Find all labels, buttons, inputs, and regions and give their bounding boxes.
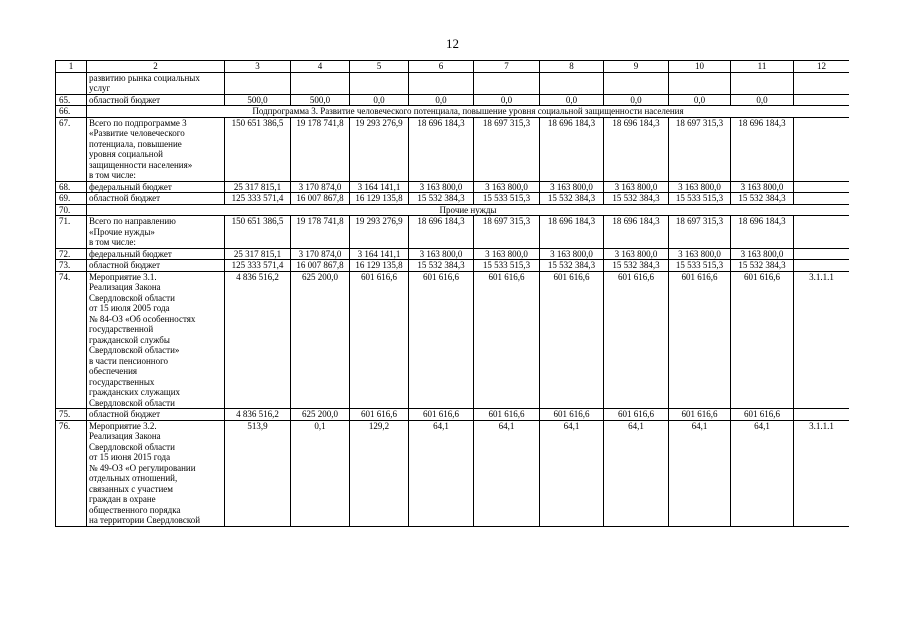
amount-cell: 601 616,6	[604, 271, 669, 409]
amount-cell: 18 696 184,3	[409, 117, 474, 181]
row-number: 71.	[56, 216, 87, 249]
amount-cell: 601 616,6	[604, 409, 669, 421]
row-description: областной бюджет	[87, 94, 225, 106]
amount-cell: 601 616,6	[731, 271, 794, 409]
amount-cell: 0,0	[474, 94, 540, 106]
amount-cell: 19 293 276,9	[350, 117, 409, 181]
row-number: 72.	[56, 248, 87, 260]
amount-cell: 601 616,6	[669, 271, 731, 409]
amount-cell: 129,2	[350, 420, 409, 526]
amount-cell: 15 532 384,3	[604, 260, 669, 272]
amount-cell	[669, 72, 731, 94]
amount-cell: 3 163 800,0	[474, 248, 540, 260]
amount-cell: 18 697 315,3	[669, 117, 731, 181]
amount-cell: 125 333 571,4	[225, 260, 291, 272]
amount-cell: 18 696 184,3	[731, 117, 794, 181]
amount-cell	[604, 72, 669, 94]
amount-cell: 64,1	[409, 420, 474, 526]
amount-cell	[731, 72, 794, 94]
amount-cell: 18 697 315,3	[669, 216, 731, 249]
amount-cell: 19 178 741,8	[291, 216, 350, 249]
target-indicator-cell	[794, 193, 850, 205]
column-header: 8	[540, 61, 604, 73]
amount-cell: 601 616,6	[409, 409, 474, 421]
column-header: 10	[669, 61, 731, 73]
row-description: Всего по направлению «Прочие нужды» в том числе:	[87, 216, 225, 249]
amount-cell: 3 163 800,0	[474, 181, 540, 193]
amount-cell: 3 164 141,1	[350, 248, 409, 260]
section-row	[56, 204, 850, 216]
column-header: 11	[731, 61, 794, 73]
table-row	[56, 216, 850, 249]
amount-cell	[474, 72, 540, 94]
row-number	[56, 72, 87, 94]
amount-cell: 0,0	[350, 94, 409, 106]
column-header: 6	[409, 61, 474, 73]
row-description: развитию рынка социальных услуг	[87, 72, 225, 94]
amount-cell: 15 532 384,3	[604, 193, 669, 205]
row-number: 68.	[56, 181, 87, 193]
row-description: федеральный бюджет	[87, 248, 225, 260]
row-number: 66.	[56, 106, 87, 118]
amount-cell: 3 163 800,0	[669, 248, 731, 260]
amount-cell: 64,1	[540, 420, 604, 526]
amount-cell: 64,1	[604, 420, 669, 526]
row-description: Мероприятие 3.2. Реализация Закона Свердловской области от 15 июня 2015 года № 49-ОЗ «О регулировании отдельных отношений, связанных с участием граждан в охране общественного порядка на территории Свердловской	[87, 420, 225, 526]
budget-table-container	[55, 60, 849, 601]
amount-cell: 4 836 516,2	[225, 271, 291, 409]
section-title: Прочие нужды	[87, 204, 850, 216]
amount-cell: 601 616,6	[409, 271, 474, 409]
amount-cell: 0,0	[540, 94, 604, 106]
amount-cell: 3 163 800,0	[731, 181, 794, 193]
amount-cell: 16 129 135,8	[350, 193, 409, 205]
amount-cell: 513,9	[225, 420, 291, 526]
amount-cell: 3 170 874,0	[291, 181, 350, 193]
target-indicator-cell: 3.1.1.1	[794, 420, 850, 526]
row-description: Всего по подпрограмме 3 «Развитие человеческого потенциала, повышение уровня социальной защищенности населения» в том числе:	[87, 117, 225, 181]
amount-cell: 3 164 141,1	[350, 181, 409, 193]
amount-cell: 601 616,6	[474, 271, 540, 409]
row-description: областной бюджет	[87, 193, 225, 205]
amount-cell: 3 163 800,0	[540, 248, 604, 260]
row-description: областной бюджет	[87, 260, 225, 272]
target-indicator-cell	[794, 260, 850, 272]
amount-cell: 3 163 800,0	[409, 181, 474, 193]
amount-cell	[350, 72, 409, 94]
amount-cell: 500,0	[291, 94, 350, 106]
amount-cell: 3 163 800,0	[669, 181, 731, 193]
amount-cell: 0,0	[409, 94, 474, 106]
row-description: Мероприятие 3.1. Реализация Закона Свердловской области от 15 июля 2005 года № 84-ОЗ «Об особенностях государственной гражданской службы Свердловской области» в части пенсионного обеспечения государственных гражданских служащих Свердловской области	[87, 271, 225, 409]
amount-cell: 25 317 815,1	[225, 181, 291, 193]
column-header: 3	[225, 61, 291, 73]
amount-cell: 0,1	[291, 420, 350, 526]
amount-cell: 601 616,6	[669, 409, 731, 421]
row-number: 75.	[56, 409, 87, 421]
section-row	[56, 106, 850, 118]
column-header: 1	[56, 61, 87, 73]
amount-cell: 15 532 384,3	[731, 260, 794, 272]
amount-cell	[409, 72, 474, 94]
table-row	[56, 193, 850, 205]
amount-cell: 15 533 515,3	[474, 193, 540, 205]
amount-cell: 18 696 184,3	[731, 216, 794, 249]
amount-cell: 19 178 741,8	[291, 117, 350, 181]
amount-cell: 64,1	[669, 420, 731, 526]
target-indicator-cell	[794, 216, 850, 249]
amount-cell: 3 170 874,0	[291, 248, 350, 260]
amount-cell: 601 616,6	[731, 409, 794, 421]
amount-cell: 16 007 867,8	[291, 260, 350, 272]
amount-cell: 3 163 800,0	[540, 181, 604, 193]
row-number: 67.	[56, 117, 87, 181]
amount-cell: 18 696 184,3	[604, 117, 669, 181]
row-number: 73.	[56, 260, 87, 272]
amount-cell: 19 293 276,9	[350, 216, 409, 249]
amount-cell: 18 696 184,3	[409, 216, 474, 249]
amount-cell: 4 836 516,2	[225, 409, 291, 421]
row-number: 69.	[56, 193, 87, 205]
table-row	[56, 72, 850, 94]
amount-cell: 625 200,0	[291, 409, 350, 421]
amount-cell: 25 317 815,1	[225, 248, 291, 260]
amount-cell: 601 616,6	[540, 409, 604, 421]
budget-table	[55, 60, 849, 527]
amount-cell: 601 616,6	[540, 271, 604, 409]
amount-cell: 0,0	[604, 94, 669, 106]
amount-cell: 3 163 800,0	[604, 248, 669, 260]
column-header: 5	[350, 61, 409, 73]
target-indicator-cell	[794, 72, 850, 94]
table-row	[56, 409, 850, 421]
amount-cell: 18 696 184,3	[604, 216, 669, 249]
row-number: 70.	[56, 204, 87, 216]
row-number: 65.	[56, 94, 87, 106]
amount-cell: 15 532 384,3	[731, 193, 794, 205]
amount-cell: 15 532 384,3	[540, 193, 604, 205]
amount-cell: 601 616,6	[474, 409, 540, 421]
section-title: Подпрограмма 3. Развитие человеческого потенциала, повышение уровня социальной защищенности населения	[87, 106, 850, 118]
amount-cell: 3 163 800,0	[604, 181, 669, 193]
amount-cell: 18 696 184,3	[540, 117, 604, 181]
row-description: федеральный бюджет	[87, 181, 225, 193]
amount-cell: 625 200,0	[291, 271, 350, 409]
amount-cell: 15 533 515,3	[669, 260, 731, 272]
amount-cell: 3 163 800,0	[409, 248, 474, 260]
table-row	[56, 181, 850, 193]
target-indicator-cell: 3.1.1.1	[794, 271, 850, 409]
amount-cell: 15 532 384,3	[409, 260, 474, 272]
amount-cell: 15 532 384,3	[540, 260, 604, 272]
target-indicator-cell	[794, 409, 850, 421]
page-number: 12	[446, 36, 459, 51]
amount-cell: 64,1	[474, 420, 540, 526]
table-row	[56, 94, 850, 106]
amount-cell	[291, 72, 350, 94]
amount-cell: 0,0	[669, 94, 731, 106]
amount-cell: 601 616,6	[350, 409, 409, 421]
amount-cell	[540, 72, 604, 94]
amount-cell	[225, 72, 291, 94]
target-indicator-cell	[794, 248, 850, 260]
row-number: 76.	[56, 420, 87, 526]
row-description: областной бюджет	[87, 409, 225, 421]
amount-cell: 16 007 867,8	[291, 193, 350, 205]
target-indicator-cell	[794, 94, 850, 106]
amount-cell: 15 533 515,3	[474, 260, 540, 272]
column-header: 7	[474, 61, 540, 73]
column-header: 2	[87, 61, 225, 73]
column-header: 4	[291, 61, 350, 73]
amount-cell: 3 163 800,0	[731, 248, 794, 260]
table-row	[56, 420, 850, 526]
amount-cell: 18 697 315,3	[474, 216, 540, 249]
table-row	[56, 248, 850, 260]
target-indicator-cell	[794, 117, 850, 181]
column-header: 12	[794, 61, 850, 73]
amount-cell: 18 697 315,3	[474, 117, 540, 181]
amount-cell: 0,0	[731, 94, 794, 106]
amount-cell: 18 696 184,3	[540, 216, 604, 249]
amount-cell: 64,1	[731, 420, 794, 526]
amount-cell: 601 616,6	[350, 271, 409, 409]
amount-cell: 150 651 386,5	[225, 216, 291, 249]
header-row	[56, 61, 850, 73]
table-row	[56, 271, 850, 409]
amount-cell: 125 333 571,4	[225, 193, 291, 205]
amount-cell: 500,0	[225, 94, 291, 106]
column-header: 9	[604, 61, 669, 73]
table-row	[56, 260, 850, 272]
amount-cell: 15 533 515,3	[669, 193, 731, 205]
amount-cell: 15 532 384,3	[409, 193, 474, 205]
row-number: 74.	[56, 271, 87, 409]
amount-cell: 150 651 386,5	[225, 117, 291, 181]
target-indicator-cell	[794, 181, 850, 193]
amount-cell: 16 129 135,8	[350, 260, 409, 272]
table-row	[56, 117, 850, 181]
